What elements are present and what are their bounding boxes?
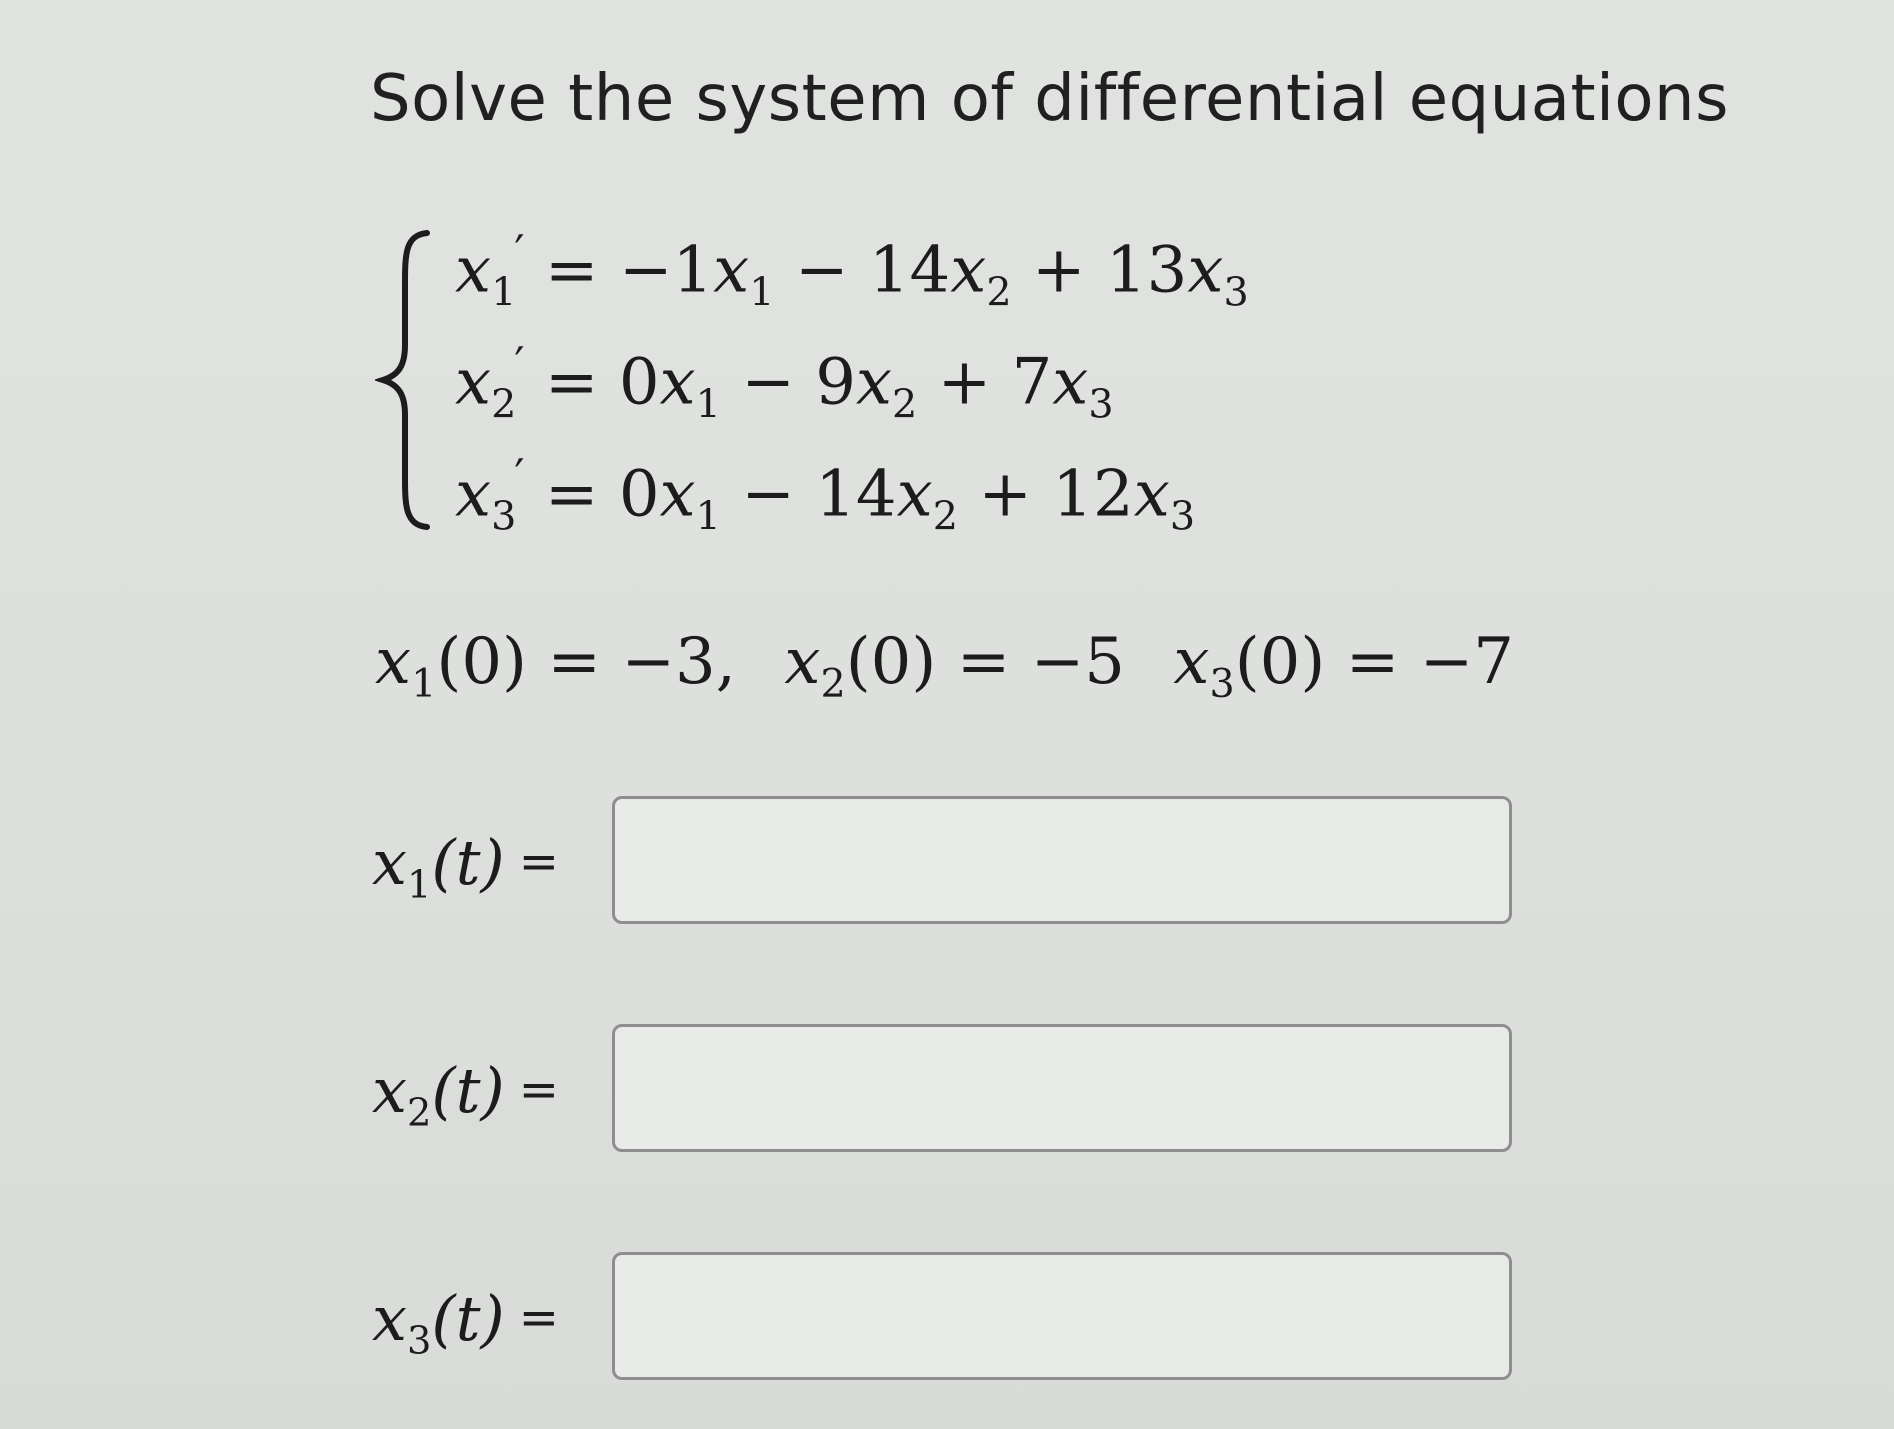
term-sub: 2 xyxy=(986,269,1012,316)
coef: 14 xyxy=(868,233,951,308)
answer-label-x3 xyxy=(372,1282,559,1364)
ic-arg: (0) xyxy=(845,625,937,699)
coef: 7 xyxy=(1011,345,1053,420)
term-var: x xyxy=(659,457,696,532)
term-var: x xyxy=(855,345,893,420)
term-sub: 2 xyxy=(892,381,918,428)
ic-arg: (0) xyxy=(1234,625,1326,699)
term-sub: 3 xyxy=(1169,493,1196,540)
operator: + xyxy=(978,457,1032,532)
term-var: x xyxy=(713,233,750,308)
answer-arg: (t) xyxy=(431,1282,505,1355)
problem-title: Solve the system of differential equations xyxy=(370,62,1729,136)
term-sub: 1 xyxy=(695,493,721,540)
prime-mark: ′ xyxy=(514,337,525,390)
answer-row-x2 xyxy=(372,1024,1572,1159)
operator: − xyxy=(741,345,795,420)
answer-input-x1[interactable] xyxy=(612,796,1512,924)
ic-sub: 3 xyxy=(1209,660,1235,707)
answer-sub: 3 xyxy=(406,1318,432,1364)
left-brace-icon xyxy=(375,225,445,535)
term-sub: 2 xyxy=(932,493,958,540)
lhs-var: x xyxy=(455,457,492,532)
answer-sub: 1 xyxy=(406,862,432,908)
answer-input-x3[interactable] xyxy=(612,1252,1512,1380)
lhs-sub: 1 xyxy=(491,269,517,316)
equals-sign: = xyxy=(518,1062,559,1118)
equals-sign: = xyxy=(1325,625,1420,699)
ic-sub: 2 xyxy=(820,660,846,707)
initial-condition-x1 xyxy=(375,625,736,707)
equation-system xyxy=(375,225,1355,545)
initial-condition-x2 xyxy=(784,625,1125,707)
term-var: x xyxy=(1187,233,1224,308)
prime-mark: ′ xyxy=(514,449,525,502)
equals-sign: = xyxy=(518,1290,559,1346)
term-sub: 3 xyxy=(1223,269,1249,316)
term-sub: 1 xyxy=(749,269,775,316)
answer-row-x3 xyxy=(372,1252,1572,1387)
coef: 9 xyxy=(815,345,856,420)
equation-1 xyxy=(455,225,1249,316)
operator: + xyxy=(937,345,992,420)
ic-sub: 1 xyxy=(411,660,437,707)
equals-sign: = xyxy=(518,834,559,890)
term-var: x xyxy=(1133,457,1170,532)
initial-conditions xyxy=(375,625,1514,707)
answer-var: x xyxy=(372,1282,407,1355)
answer-input-x2[interactable] xyxy=(612,1024,1512,1152)
answer-label-x1 xyxy=(372,826,559,908)
equals-sign: = xyxy=(527,625,622,699)
equals-sign: = xyxy=(524,457,619,532)
equals-sign: = xyxy=(524,345,619,420)
coef: 0 xyxy=(618,345,660,420)
answer-var: x xyxy=(372,826,407,899)
term-var: x xyxy=(950,233,987,308)
operator: − xyxy=(794,233,849,308)
ic-var: x xyxy=(375,625,412,699)
lhs-var: x xyxy=(455,233,492,308)
equals-sign: = xyxy=(524,233,619,308)
initial-condition-x3 xyxy=(1173,625,1514,707)
answer-var: x xyxy=(372,1054,407,1127)
equation-3 xyxy=(455,449,1196,540)
operator: + xyxy=(1031,233,1086,308)
equals-sign: = xyxy=(936,625,1031,699)
ic-value: −5 xyxy=(1030,625,1125,699)
coef: 0 xyxy=(618,457,660,532)
coef: 13 xyxy=(1105,233,1188,308)
term-sub: 1 xyxy=(695,381,721,428)
answer-label-x2 xyxy=(372,1054,559,1136)
coef: 12 xyxy=(1052,457,1134,532)
operator: − xyxy=(741,457,795,532)
answer-arg: (t) xyxy=(431,826,505,899)
coef: 14 xyxy=(815,457,897,532)
lhs-sub: 2 xyxy=(491,381,517,428)
term-var: x xyxy=(1052,345,1089,420)
lhs-var: x xyxy=(455,345,492,420)
ic-value: −7 xyxy=(1419,625,1514,699)
coef: −1 xyxy=(618,233,714,308)
answer-row-x1 xyxy=(372,796,1572,931)
equation-2 xyxy=(455,337,1114,428)
term-sub: 3 xyxy=(1088,381,1114,428)
term-var: x xyxy=(896,457,933,532)
lhs-sub: 3 xyxy=(491,493,517,540)
answer-sub: 2 xyxy=(406,1090,432,1136)
term-var: x xyxy=(659,345,696,420)
answer-arg: (t) xyxy=(431,1054,505,1127)
ic-var: x xyxy=(1173,625,1210,699)
prime-mark: ′ xyxy=(514,225,525,278)
ic-var: x xyxy=(784,625,821,699)
ic-value: −3, xyxy=(621,625,736,699)
ic-arg: (0) xyxy=(436,625,527,699)
